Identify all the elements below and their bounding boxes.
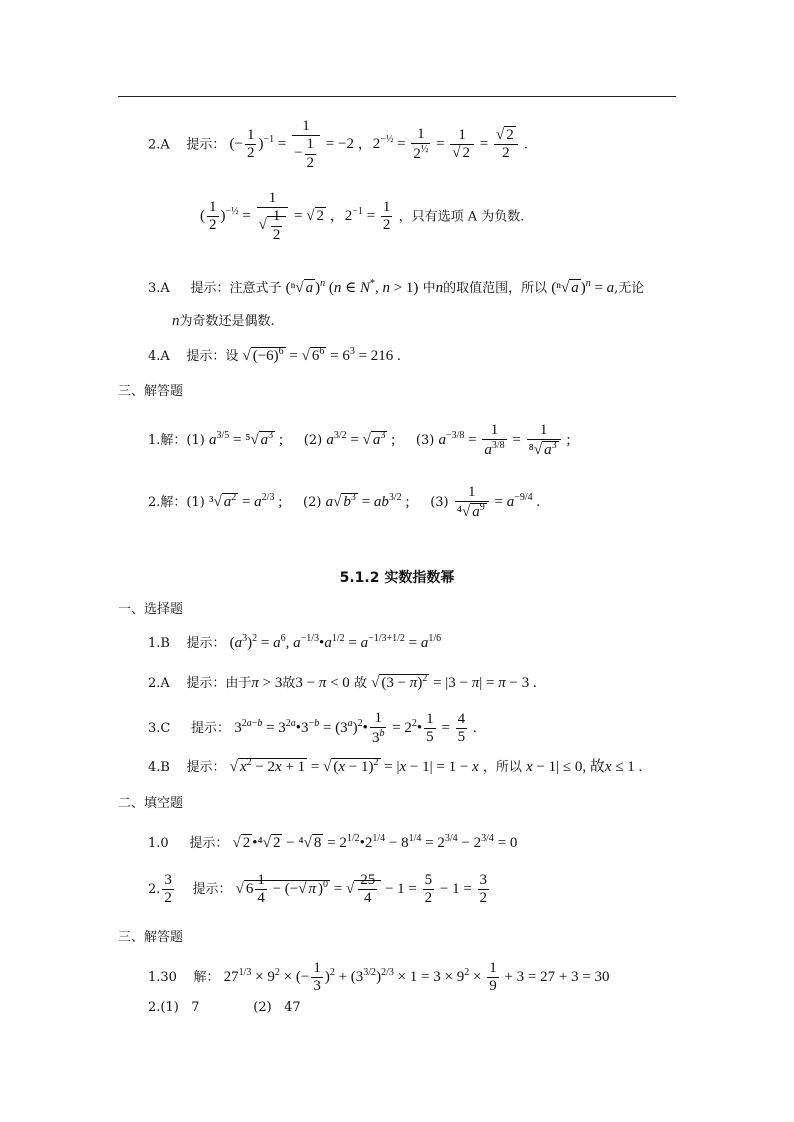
text: ，只有选项 A 为负数. bbox=[398, 209, 525, 225]
section-title: 5.1.2 实数指数幂 bbox=[339, 570, 455, 586]
hint-label: 提示： bbox=[186, 137, 226, 153]
solve2-line-1: 1.30 解： $27^{1/3} \times 9^2$ × (− $\frac{1}{3}$ )$^2 + (3^{3/2})^{2/3} \times 1 = 3 \times 9^2$ × $\frac{1}{9}$ + 3 = 27 + 3 = 30 bbox=[148, 960, 610, 995]
section-heading: 三、解答题 bbox=[118, 384, 184, 399]
choice-line-1: 1.B 提示： $(a^3)^2 = a^6$, $a^{-1/3}•a^{1/2} = a^{-1/3+1/2} = a^{1/6}$ bbox=[148, 633, 442, 651]
choice-line-2: 2.A 提示：由于π > 3故3 − π < 0 故 √ $(3 - \pi)^2 = |3 - \pi| = \pi - 3$ . bbox=[148, 673, 537, 691]
header-rule bbox=[118, 96, 676, 97]
answer-line-4a: 4.A 提示：设 √ $(-6)^6$ = √ $6^6 = 6^3 = 216$ . bbox=[148, 346, 401, 364]
section-heading: 三、解答题 bbox=[118, 930, 184, 945]
formula: (− $\frac{1}{2}$ )$^{-1}$ = 1 − $\frac{1}{2}$ = −2 ，$2^{-\frac{1}{2}}$ = $\frac{1}{2^{\frac{1}{2}}}$ = $\frac{1}{√ 2}$ = $\frac{√ 2}{2}$ bbox=[229, 136, 519, 152]
solve2-line-2: 2.(1) 7 (2) 47 bbox=[148, 1000, 301, 1015]
answer-line-3b: n为奇数还是偶数. bbox=[172, 313, 275, 329]
answer-line-2a: 2.A 提示： (− $\frac{1}{2}$ )$^{-1}$ = 1 − $\frac{1}{2}$ = −2 ，$2^{-\frac{1}{2}}$ = $\frac{1}{2^{\frac{1}{2}}}$ = $\frac{1}{√ 2}$ = $\frac{√ 2}{2}$ . bbox=[148, 118, 528, 171]
choice-line-4: 4.B 提示： √ $x^2 - 2x + 1$ = √ $(x - 1)^2 = |x - 1| = 1 - x$ ，所以 x − 1| ≤ 0, 故x ≤ 1 . bbox=[148, 757, 643, 775]
item-number: 3.A bbox=[148, 281, 170, 296]
solve-line-1: 1.解：(1) $a^{3/5} = ^5√$ $a^3$ ; (2) $a^{3/2}$ = √ $a^3$ ; (3) $a^{-3/8}$ = $\frac{1}{a^{3/8}}$ = $\frac{1}{^8√ a^3}$ ; bbox=[148, 422, 571, 459]
section-heading: 二、填空题 bbox=[118, 796, 184, 811]
fill-line-2: 2. $\frac{3}{2}$ 提示： √ 6 $\frac{1}{4}$ − (−√ π )$^0$ = √ $\frac{25}{4}$ − 1 = $\frac{5}{2}$ − 1 = $\frac{3}{2}$ bbox=[148, 872, 488, 907]
item-number: 2.A bbox=[148, 137, 170, 153]
solve-line-2: 2.解：(1) ³√ $a^2 = a^{2/3}$ ; (2) a√ $b^3 = ab^{3/2}$ ; (3) $\frac{1}{^4√ a^9}$ = $a^{-9/4}$ . bbox=[148, 484, 541, 521]
answer-line-3a: 3.A 提示：注意式子 (ⁿ√ a )$^n$ (n ∈ N*, n > 1) 中n的取值范围，所以 (ⁿ√ a )$^n$ = a,无论 bbox=[148, 278, 645, 296]
formula: ( $\frac{1}{2}$ )$^{-\frac{1}{2}}$ = 1 √ $\frac{1}{2}$ = √ 2 ，$2^{-1}$ = $\frac{1}{2}$ bbox=[200, 190, 391, 243]
section-heading: 一、选择题 bbox=[118, 602, 184, 617]
answer-line-2b bbox=[200, 190, 524, 244]
choice-line-3: 3.C 提示： $3^{2a-b}$ = $3^{2a}•3^{-b}$ = $(3^a)^2•$ $\frac{1}{3^b}$ = $2^2•$ $\frac{1}{5}$ = $\frac{4}{5}$ . bbox=[148, 710, 477, 747]
fill-line-1: 1.0 提示： √ 2 •⁴√ 2 − ⁴√ $8 = 2^{1/2}•2^{1/4} - 8^{1/4} = 2^{3/4} - 2^{3/4} = 0$ bbox=[148, 833, 518, 851]
